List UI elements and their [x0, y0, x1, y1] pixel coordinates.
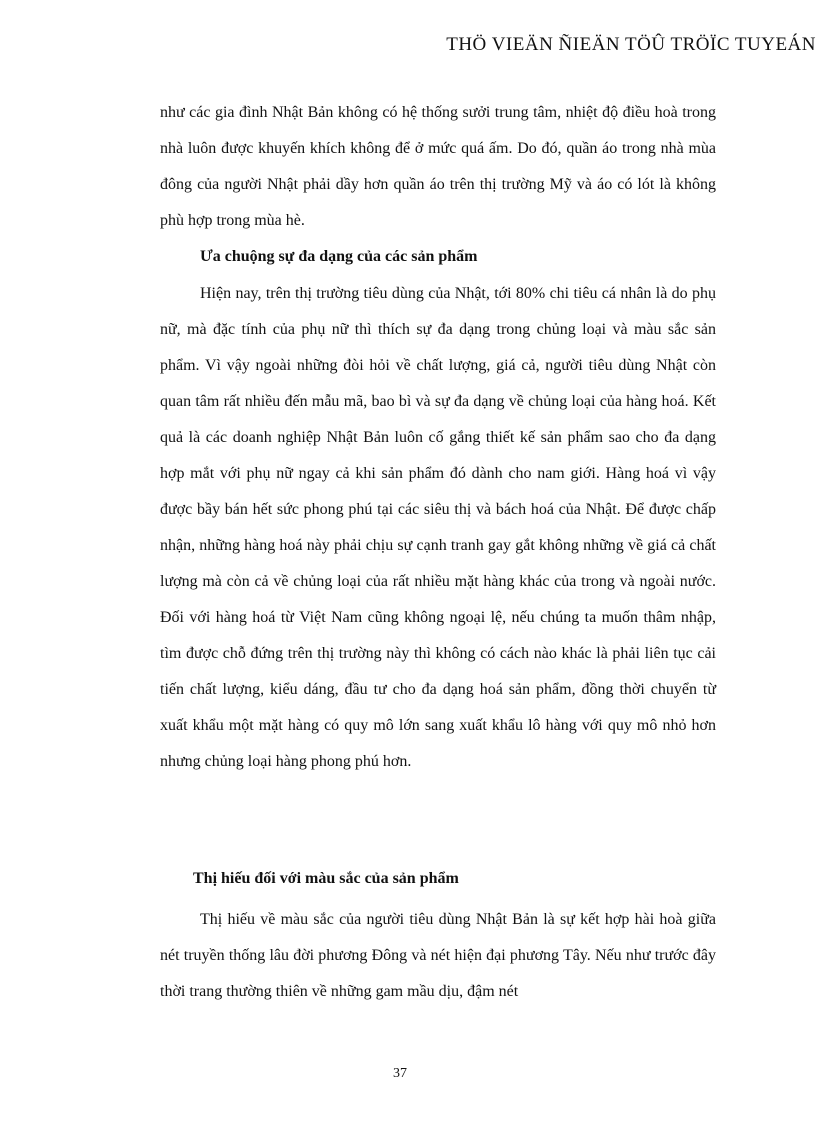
paragraph-text: như các gia đình Nhật Bản không có hệ thống sưởi trung tâm, nhiệt độ điều hoà trong nhà luôn được khuyến khích không để ở mức quá ấm. Do đó, quần áo trong nhà mùa đông của người Nhật phải dầy hơn quần áo trên thị trường Mỹ và áo có lót là không phù hợp trong mùa hè. [160, 104, 716, 229]
paragraph-text: Thị hiếu về màu sắc của người tiêu dùng Nhật Bản là sự kết hợp hài hoà giữa nét truyền thống lâu đời phương Đông và nét hiện đại phương Tây. Nếu như trước đây thời trang thường thiên về những gam mầu dịu, đậm nét [160, 911, 716, 1000]
paragraph-variety [160, 276, 716, 780]
running-header: THÖ VIEÄN ÑIEÄN TÖÛ TRÖÏC TUYEÁN [446, 34, 816, 55]
paragraph-color [160, 902, 716, 1010]
section-heading-variety: Ưa chuộng sự đa dạng của các sản phẩm [200, 248, 478, 265]
paragraph-text: Hiện nay, trên thị trường tiêu dùng của Nhật, tới 80% chi tiêu cá nhân là do phụ nữ, mà đặc tính của phụ nữ thì thích sự đa dạng trong chủng loại và màu sắc sản phẩm. Vì vậy ngoài những đòi hỏi về chất lượng, giá cả, người tiêu dùng Nhật còn quan tâm rất nhiều đến mẫu mã, bao bì và sự đa dạng về chủng loại của hàng hoá. Kết quả là các doanh nghiệp Nhật Bản luôn cố gắng thiết kế sản phẩm sao cho đa dạng hợp mắt với phụ nữ ngay cả khi sản phẩm đó dành cho nam giới. Hàng hoá vì vậy được bầy bán hết sức phong phú tại các siêu thị và bách hoá của Nhật. Để được chấp nhận, những hàng hoá này phải chịu sự cạnh tranh gay gắt không những về giá cả chất lượng mà còn cả về chủng loại của rất nhiều mặt hàng khác của trong và ngoài nước. Đối với hàng hoá từ Việt Nam cũng không ngoại lệ, nếu chúng ta muốn thâm nhập, tìm được chỗ đứng trên thị trường này thì không có cách nào khác là phải liên tục cải tiến chất lượng, kiểu dáng, đầu tư cho đa dạng hoá sản phẩm, đồng thời chuyển từ xuất khẩu một mặt hàng có quy mô lớn sang xuất khẩu lô hàng với quy mô nhỏ hơn nhưng chủng loại hàng phong phú hơn. [160, 285, 716, 770]
paragraph-continued [160, 95, 716, 239]
section-heading-color: Thị hiếu đối với màu sắc của sản phẩm [193, 870, 459, 887]
page-number: 37 [393, 1066, 407, 1081]
